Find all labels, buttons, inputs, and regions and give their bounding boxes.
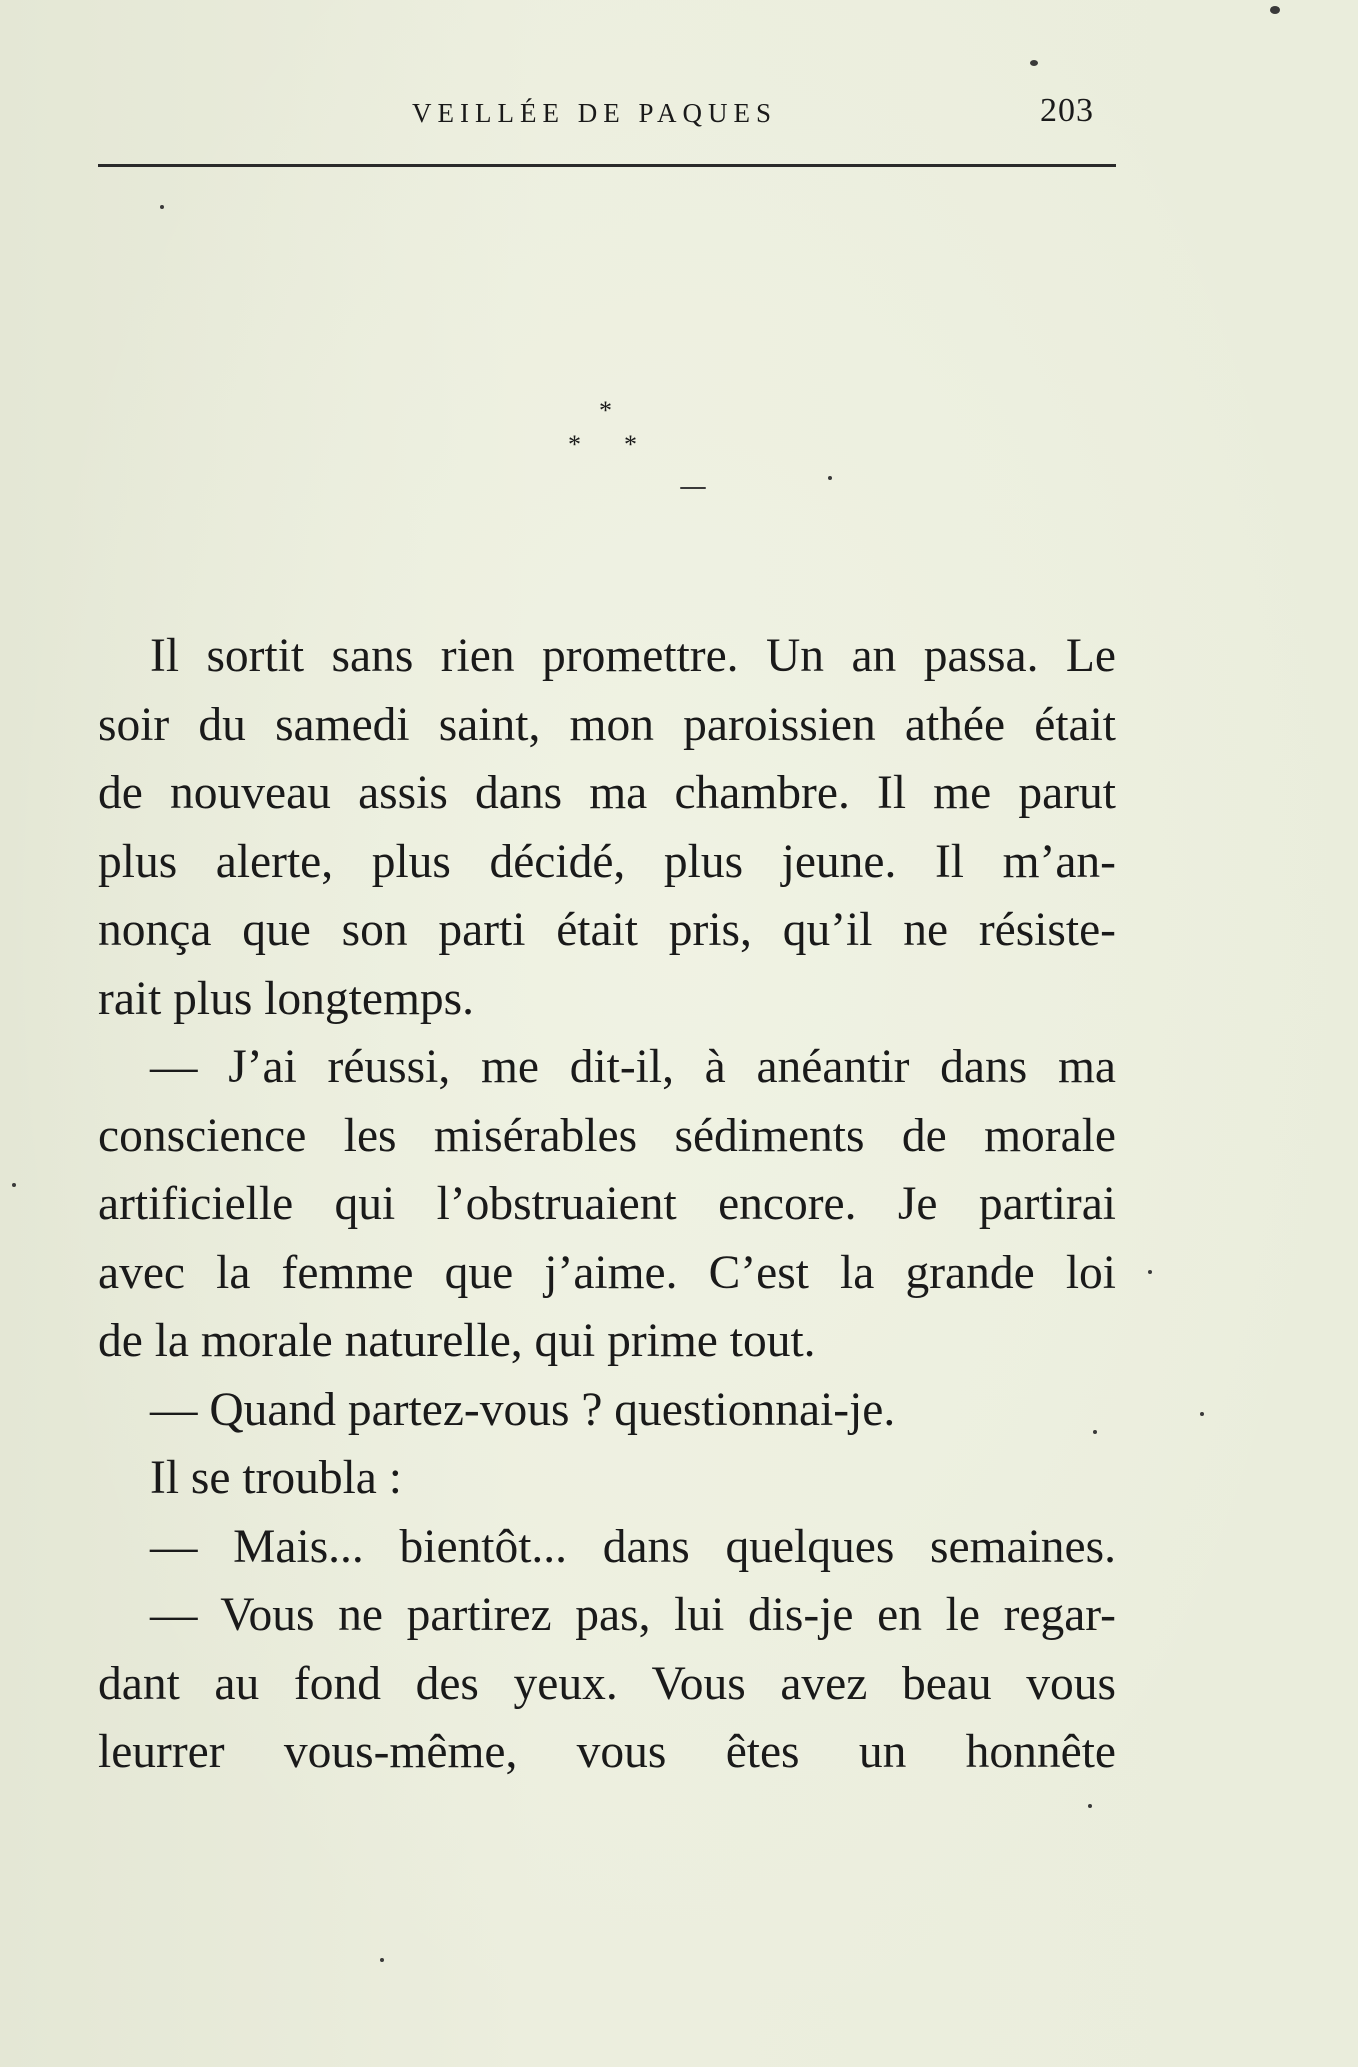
running-title: VEILLÉE DE PAQUES (412, 98, 777, 128)
text-line: leurrer vous-même, vous êtes un honnête (98, 1726, 1116, 1778)
asterism-ornament (560, 398, 660, 468)
paper-speck (1088, 1804, 1092, 1808)
text-line: soir du samedi saint, mon paroissien athée était (98, 698, 1116, 751)
asterism-star-bottom-left: * (568, 430, 581, 459)
paper-speck (1148, 1270, 1152, 1274)
body-text (98, 622, 1116, 1787)
text-line: dant au fond des yeux. Vous avez beau vous (98, 1657, 1116, 1710)
text-line: nonça que son parti était pris, qu’il ne résiste- (98, 904, 1116, 956)
text-line: conscience les misérables sédiments de morale (98, 1109, 1116, 1162)
text-line: artificielle qui l’obstruaient encore. Je partirai (98, 1178, 1116, 1230)
text-line: rait plus longtemps. (98, 972, 475, 1025)
text-line: Il se troubla : (150, 1452, 402, 1504)
paper-speck (1270, 6, 1280, 14)
asterism-star-bottom-right: * (624, 430, 637, 459)
text-line: — Vous ne partirez pas, lui dis-je en le regar- (150, 1589, 1116, 1641)
paper-speck (1030, 60, 1038, 66)
header-rule (98, 164, 1116, 167)
asterism-star-top: * (599, 396, 612, 425)
text-line: — J’ai réussi, me dit-il, à anéantir dans ma (150, 1041, 1116, 1093)
paper-speck (1200, 1412, 1204, 1416)
paper-speck (828, 476, 832, 480)
text-line: — Mais... bientôt... dans quelques semaines. (150, 1520, 1116, 1573)
paper-speck (160, 205, 164, 209)
text-line: de la morale naturelle, qui prime tout. (98, 1315, 816, 1367)
page-number: 203 (1040, 92, 1094, 129)
text-line: de nouveau assis dans ma chambre. Il me parut (98, 767, 1116, 819)
paper-speck (12, 1183, 16, 1187)
paper-speck (680, 487, 706, 489)
paper-speck (380, 1958, 384, 1962)
text-line: Il sortit sans rien promettre. Un an passa. Le (150, 630, 1116, 682)
text-line: plus alerte, plus décidé, plus jeune. Il m’an- (98, 835, 1116, 888)
paper-speck (1093, 1430, 1097, 1434)
text-line: — Quand partez-vous ? questionnai-je. (150, 1383, 896, 1436)
text-line: avec la femme que j’aime. C’est la grande loi (98, 1246, 1116, 1299)
